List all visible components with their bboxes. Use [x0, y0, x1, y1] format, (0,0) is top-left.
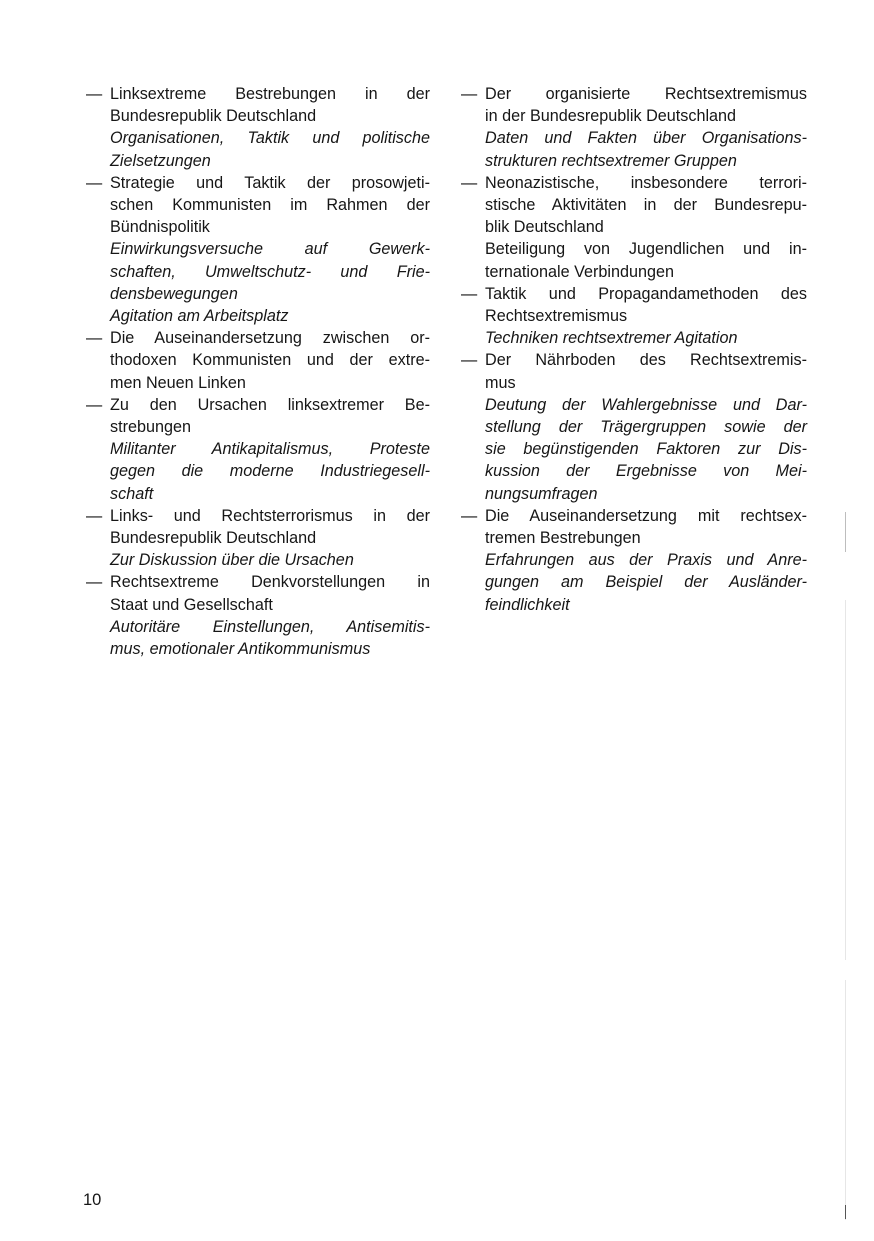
entry-title-line: in der Bundesrepublik Deutschland: [485, 107, 737, 126]
entry-subtitle-line: schaft: [110, 484, 154, 503]
entry-subtitle-line: stellung der Trägergruppen sowie der: [485, 418, 807, 437]
toc-entry: [461, 349, 807, 504]
entry-subtitle-line: gegen die moderne Industriegesell-: [110, 462, 430, 481]
entry-subtitle-line: Militanter Antikapitalismus, Proteste: [110, 440, 430, 459]
entry-subtitle-line: Autoritäre Einstellungen, Antisemitis-: [110, 617, 430, 636]
entry-subtitle-line: Zielsetzungen: [110, 151, 211, 170]
toc-entry: [461, 83, 807, 172]
toc-entry: [86, 571, 430, 660]
entry-title-line: ternationale Verbindungen: [485, 262, 675, 281]
toc-entry: [86, 394, 430, 505]
entry-title-line: Strategie und Taktik der prosowjeti-: [110, 173, 430, 192]
entry-subtitle-line: feindlichkeit: [485, 595, 570, 614]
dash-marker: —: [461, 173, 478, 192]
entry-subtitle-line: kussion der Ergebnisse von Mei-: [485, 462, 807, 481]
dash-marker: —: [461, 506, 478, 525]
entry-subtitle-line: Deutung der Wahlergebnisse und Dar-: [485, 395, 807, 414]
dash-marker: —: [86, 506, 103, 525]
entry-subtitle-line: nungsumfragen: [485, 484, 598, 503]
dash-marker: —: [461, 85, 478, 103]
entry-subtitle-line: Einwirkungsversuche auf Gewerk-: [110, 240, 430, 259]
entry-title-line: Bundesrepublik Deutschland: [110, 107, 317, 126]
entry-title-line: blik Deutschland: [485, 218, 604, 237]
entry-title-line: Die Auseinandersetzung zwischen or-: [110, 329, 430, 348]
entry-title-line: mus: [485, 373, 516, 392]
scan-edge-mark: [845, 512, 846, 552]
entry-title-line: men Neuen Linken: [110, 373, 246, 392]
entry-subtitle-line: Daten und Fakten über Organisations-: [485, 129, 807, 148]
entry-title-line: Bundesrepublik Deutschland: [110, 529, 317, 548]
toc-entry: [86, 505, 430, 572]
toc-entry: [461, 505, 807, 616]
scan-edge-mark: [845, 1205, 846, 1219]
entry-title-line: Rechtsextreme Denkvorstellungen in: [110, 573, 430, 592]
entry-subtitle-line: densbewegungen: [110, 284, 238, 303]
entry-subtitle-line: Organisationen, Taktik und politische: [110, 129, 430, 148]
entry-title-line: Der organisierte Rechtsextremismus: [485, 85, 807, 103]
entry-title-line: Die Auseinandersetzung mit rechtsex-: [485, 506, 807, 525]
dash-marker: —: [86, 395, 103, 414]
dash-marker: —: [86, 573, 103, 592]
dash-marker: —: [461, 351, 478, 370]
page-number: 10: [83, 1191, 102, 1209]
entry-title-line: thodoxen Kommunisten und der extre-: [110, 351, 430, 370]
entry-title-line: strebungen: [110, 418, 192, 437]
toc-entry: [86, 172, 430, 327]
entry-title-line: Rechtsextremismus: [485, 307, 628, 326]
toc-entry: [461, 172, 807, 283]
entry-title-line: Bündnispolitik: [110, 218, 210, 237]
entry-title-line: Zu den Ursachen linksextremer Be-: [110, 395, 430, 414]
entry-subtitle-line: Agitation am Arbeitsplatz: [110, 307, 289, 326]
entry-subtitle-line: Techniken rechtsextremer Agitation: [485, 329, 738, 348]
entry-title-line: Neonazistische, insbesondere terrori-: [485, 173, 807, 192]
dash-marker: —: [86, 173, 103, 192]
entry-title-line: Beteiligung von Jugendlichen und in-: [485, 240, 807, 259]
entry-subtitle-line: strukturen rechtsextremer Gruppen: [485, 151, 737, 170]
dash-marker: —: [461, 284, 478, 303]
entry-subtitle-line: gungen am Beispiel der Ausländer-: [485, 573, 807, 592]
entry-title-line: Staat und Gesellschaft: [110, 595, 273, 614]
entry-title-line: schen Kommunisten im Rahmen der: [110, 196, 430, 215]
entry-title-line: Taktik und Propagandamethoden des: [485, 284, 807, 303]
left-column: [86, 83, 430, 660]
entry-subtitle-line: Erfahrungen aus der Praxis und Anre-: [485, 551, 807, 570]
toc-entry: [86, 83, 430, 172]
entry-subtitle-line: mus, emotionaler Antikommunismus: [110, 640, 371, 659]
entry-subtitle-line: Zur Diskussion über die Ursachen: [110, 551, 354, 570]
entry-title-line: stische Aktivitäten in der Bundesrepu-: [485, 196, 807, 215]
toc-entry: [461, 283, 807, 350]
entry-title-line: Links- und Rechtsterrorismus in der: [110, 506, 430, 525]
entry-title-line: Der Nährboden des Rechtsextremis-: [485, 351, 807, 370]
scan-edge-mark: [845, 600, 846, 960]
entry-title-line: Linksextreme Bestrebungen in der: [110, 85, 430, 103]
scan-edge-mark: [845, 980, 846, 1220]
entry-subtitle-line: sie begünstigenden Faktoren zur Dis-: [485, 440, 807, 459]
entry-title-line: tremen Bestrebungen: [485, 529, 641, 548]
dash-marker: —: [86, 85, 103, 103]
right-column: [461, 83, 807, 616]
dash-marker: —: [86, 329, 103, 348]
entry-subtitle-line: schaften, Umweltschutz- und Frie-: [110, 262, 430, 281]
toc-entry: [86, 327, 430, 394]
